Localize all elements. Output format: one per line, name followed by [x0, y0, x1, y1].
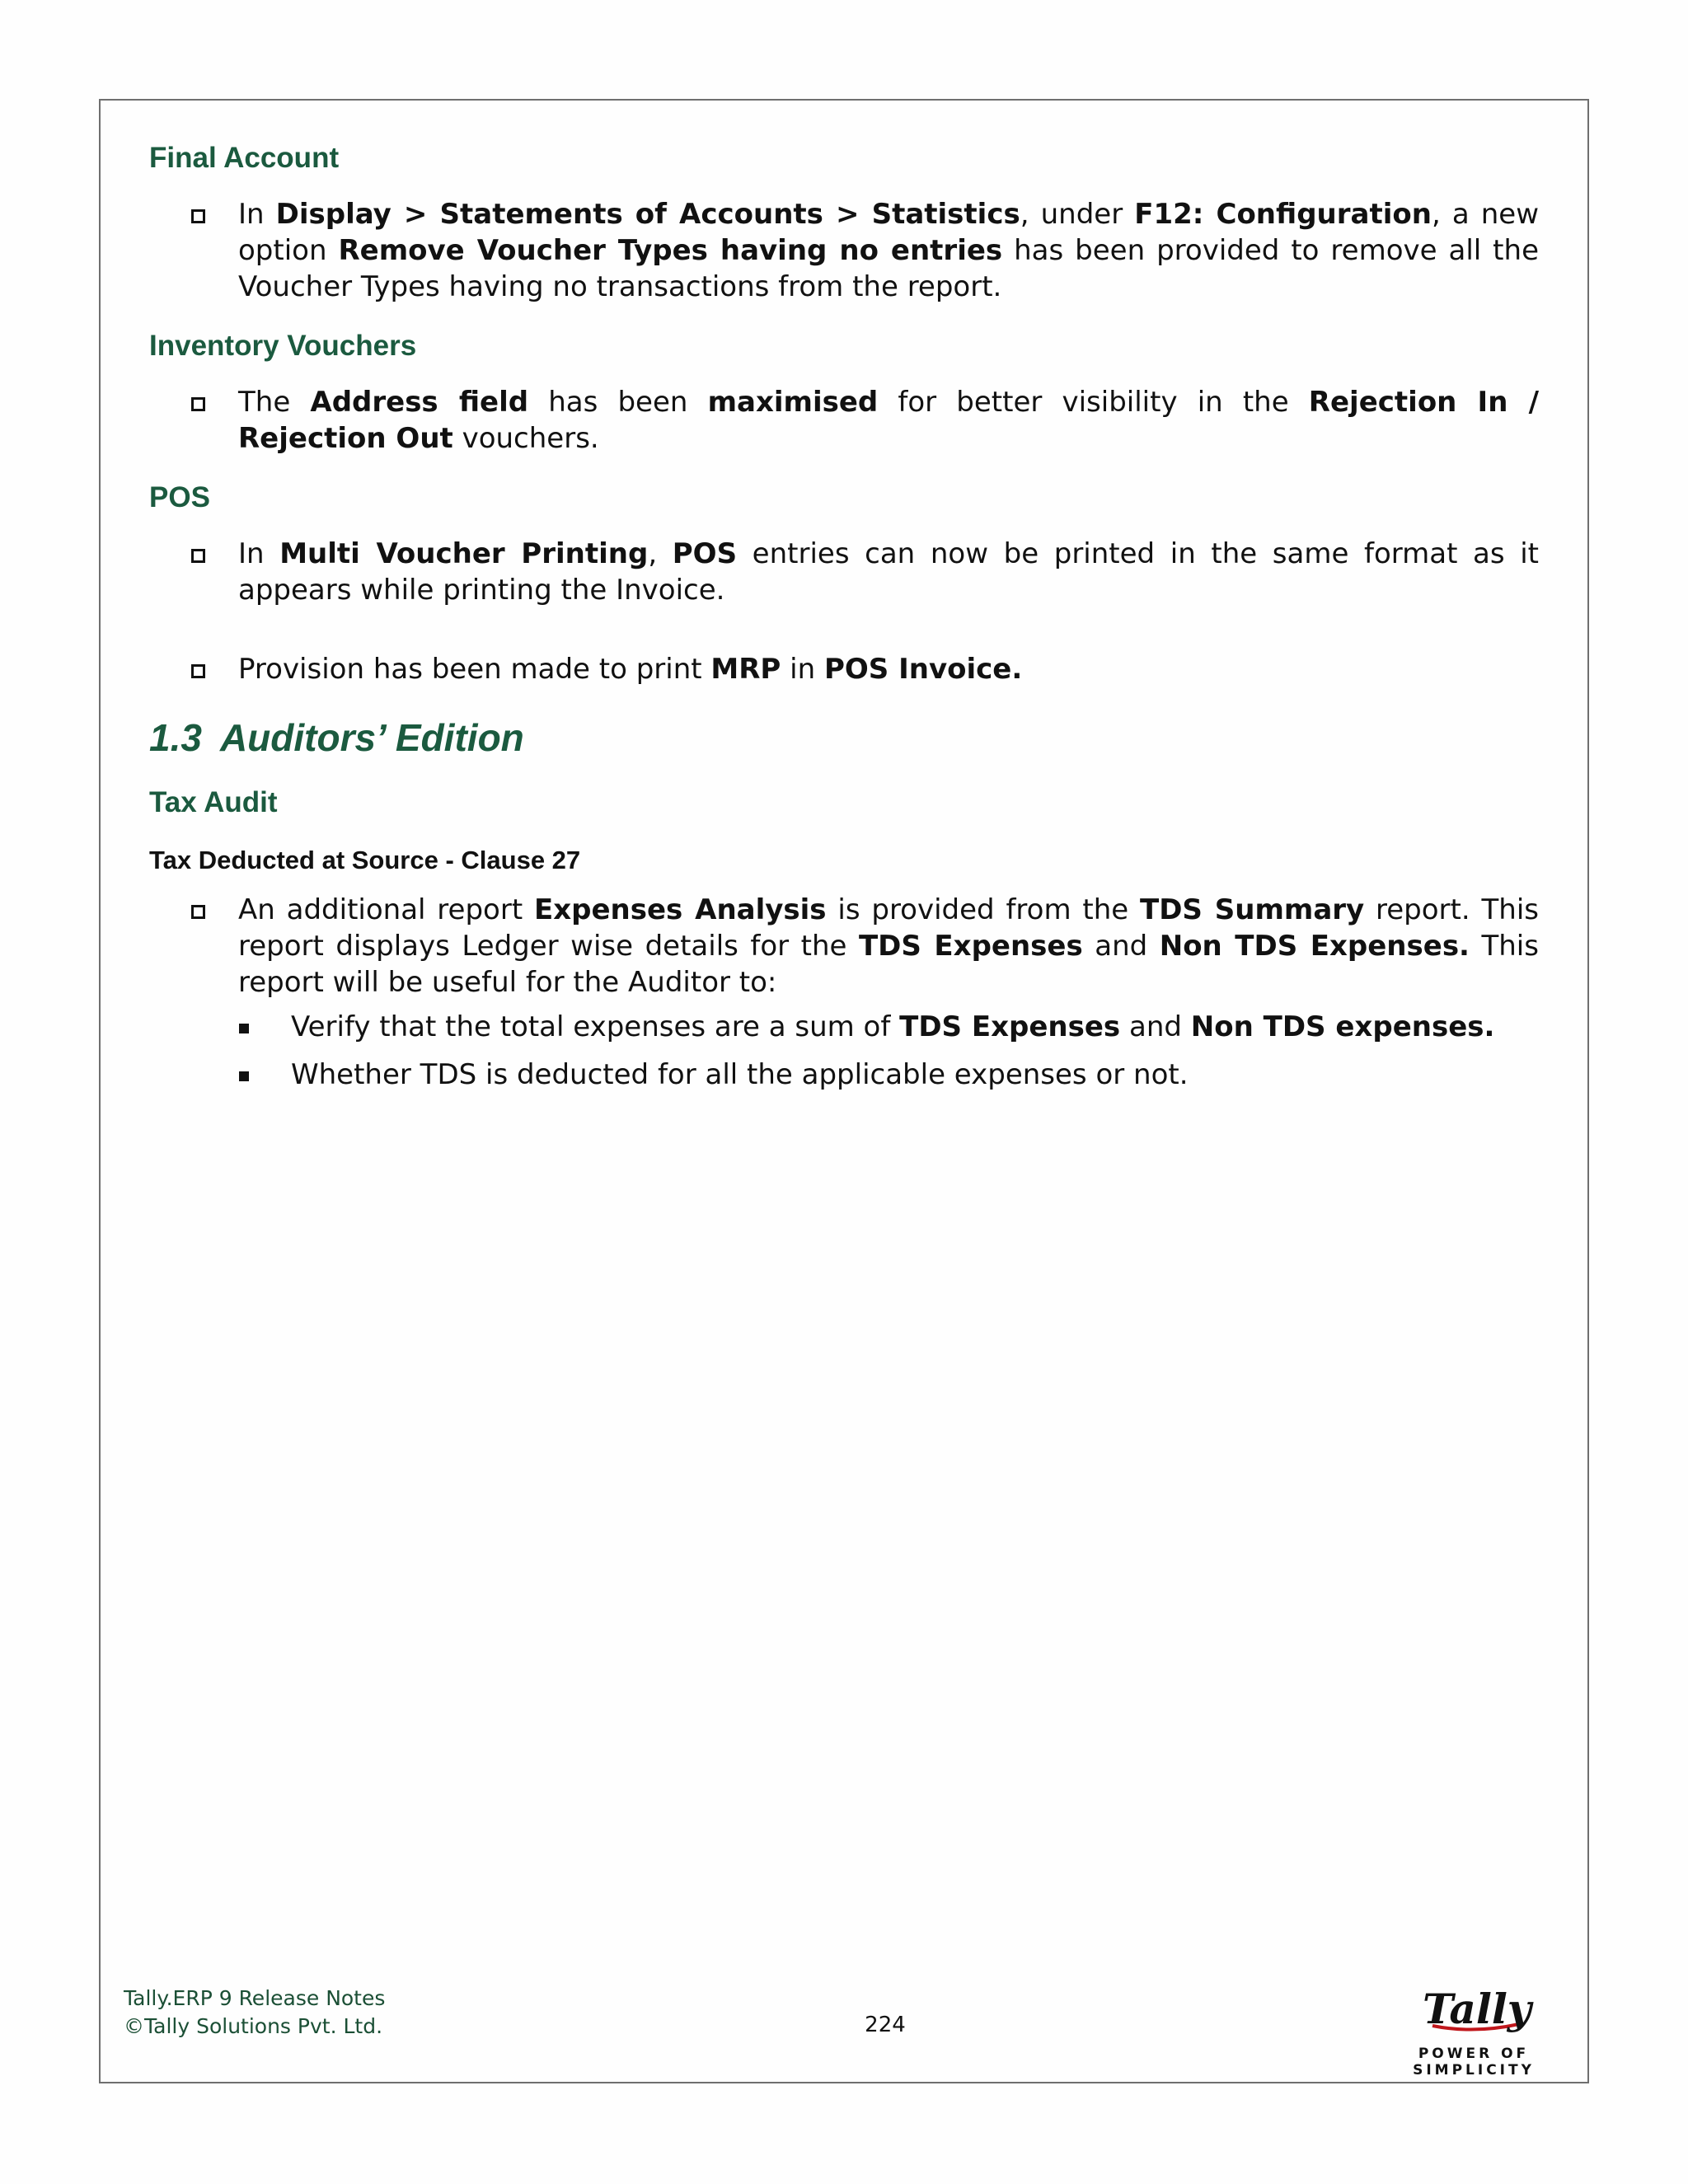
bullet-inventory-vouchers [149, 384, 1539, 457]
sub-bullet-whether [149, 1057, 1539, 1093]
filled-square-bullet-icon [239, 1024, 249, 1033]
sub-bullet-text [291, 1058, 1189, 1091]
section-number: 1.3 [149, 716, 202, 759]
text-run: report. This report displays Ledger wise details for the [238, 893, 1539, 963]
text-run: This report will be useful for the Auditor to: [238, 930, 1539, 999]
text-run: In [238, 537, 280, 570]
bold-text-run: F12: Configuration [1134, 198, 1432, 231]
text-run: An additional report [238, 893, 534, 926]
sub-bullet-text [291, 1010, 1494, 1043]
heading-clause-27: Tax Deducted at Source - Clause 27 [149, 846, 581, 874]
bold-text-run: Non TDS Expenses. [1159, 930, 1470, 963]
text-run: Verify that the total expenses are a sum of [291, 1010, 900, 1043]
bold-text-run: Expenses Analysis [533, 893, 827, 926]
bold-text-run: TDS Expenses [899, 1010, 1121, 1043]
bold-text-run: maximised [707, 386, 879, 419]
footer-left [124, 1985, 385, 2041]
bullet-text [238, 198, 1539, 303]
text-run: entries can now be printed in the same format as it appears while printing the Invoice. [238, 537, 1539, 607]
hollow-square-bullet-icon [191, 549, 205, 563]
text-run: , [648, 537, 673, 570]
bold-text-run: MRP [710, 653, 781, 686]
logo-tagline: POWER OF SIMPLICITY [1413, 2046, 1535, 2079]
bold-text-run: Remove Voucher Types having no entries [338, 234, 1003, 267]
bullet-final-account [149, 196, 1539, 305]
bullet-pos-1 [149, 536, 1539, 608]
bullet-text [238, 386, 1539, 455]
bold-text-run: Rejection In / Rejection Out [238, 386, 1539, 455]
bullet-text [238, 893, 1539, 999]
hollow-square-bullet-icon [191, 905, 205, 919]
text-run: for better visibility in the [878, 386, 1309, 419]
text-run: has been provided to remove all the Voucher Types having no transactions from the report. [238, 234, 1539, 303]
section-title-text: Auditors’ Edition [219, 716, 524, 759]
sub-bullet-verify [149, 1009, 1539, 1045]
text-run: has been [528, 386, 708, 419]
hollow-square-bullet-icon [191, 397, 205, 411]
text-run: , a new option [238, 198, 1540, 267]
bold-text-run: Non TDS expenses. [1190, 1010, 1495, 1043]
text-run: and [1120, 1010, 1191, 1043]
heading-final-account: Final Account [149, 142, 340, 174]
heading-pos: POS [149, 481, 210, 513]
text-run: in [781, 653, 824, 686]
bullet-pos-2 [149, 651, 1539, 687]
bold-text-run: POS [672, 537, 738, 570]
hollow-square-bullet-icon [191, 664, 205, 678]
text-run: The [238, 386, 311, 419]
bullet-expenses-analysis [149, 892, 1539, 1001]
text-run: is provided from the [826, 893, 1141, 926]
bold-text-run: POS Invoice. [823, 653, 1023, 686]
heading-inventory-vouchers: Inventory Vouchers [149, 330, 417, 362]
text-run: vouchers. [452, 422, 599, 455]
hollow-square-bullet-icon [191, 209, 205, 223]
bold-text-run: Multi Voucher Printing [279, 537, 649, 570]
text-run: , under [1020, 198, 1135, 231]
bold-text-run: TDS Summary [1140, 893, 1365, 926]
bold-text-run: Address field [310, 386, 529, 419]
text-run: Provision has been made to print [238, 653, 711, 686]
footer-doc-title: Tally.ERP 9 Release Notes [124, 1986, 386, 2010]
bullet-text [238, 653, 1022, 686]
footer-copyright: ©Tally Solutions Pvt. Ltd. [124, 2014, 383, 2038]
bold-text-run: TDS Expenses [858, 930, 1083, 963]
tally-logo [1375, 1978, 1573, 2079]
text-run: In [238, 198, 276, 231]
svg-text:Tally: Tally [1423, 1985, 1531, 2033]
heading-tax-audit: Tax Audit [149, 786, 278, 818]
section-title-auditors-edition [149, 715, 1539, 760]
bullet-text [238, 537, 1539, 607]
page-number: 224 [865, 2013, 906, 2037]
page-content [149, 132, 1539, 1093]
tally-logo-mark [1375, 1978, 1573, 2044]
filled-square-bullet-icon [239, 1071, 249, 1081]
bold-text-run: Display > Statements of Accounts > Statistics [275, 198, 1020, 231]
text-run: Whether TDS is deducted for all the applicable expenses or not. [291, 1058, 1189, 1091]
text-run: and [1082, 930, 1160, 963]
